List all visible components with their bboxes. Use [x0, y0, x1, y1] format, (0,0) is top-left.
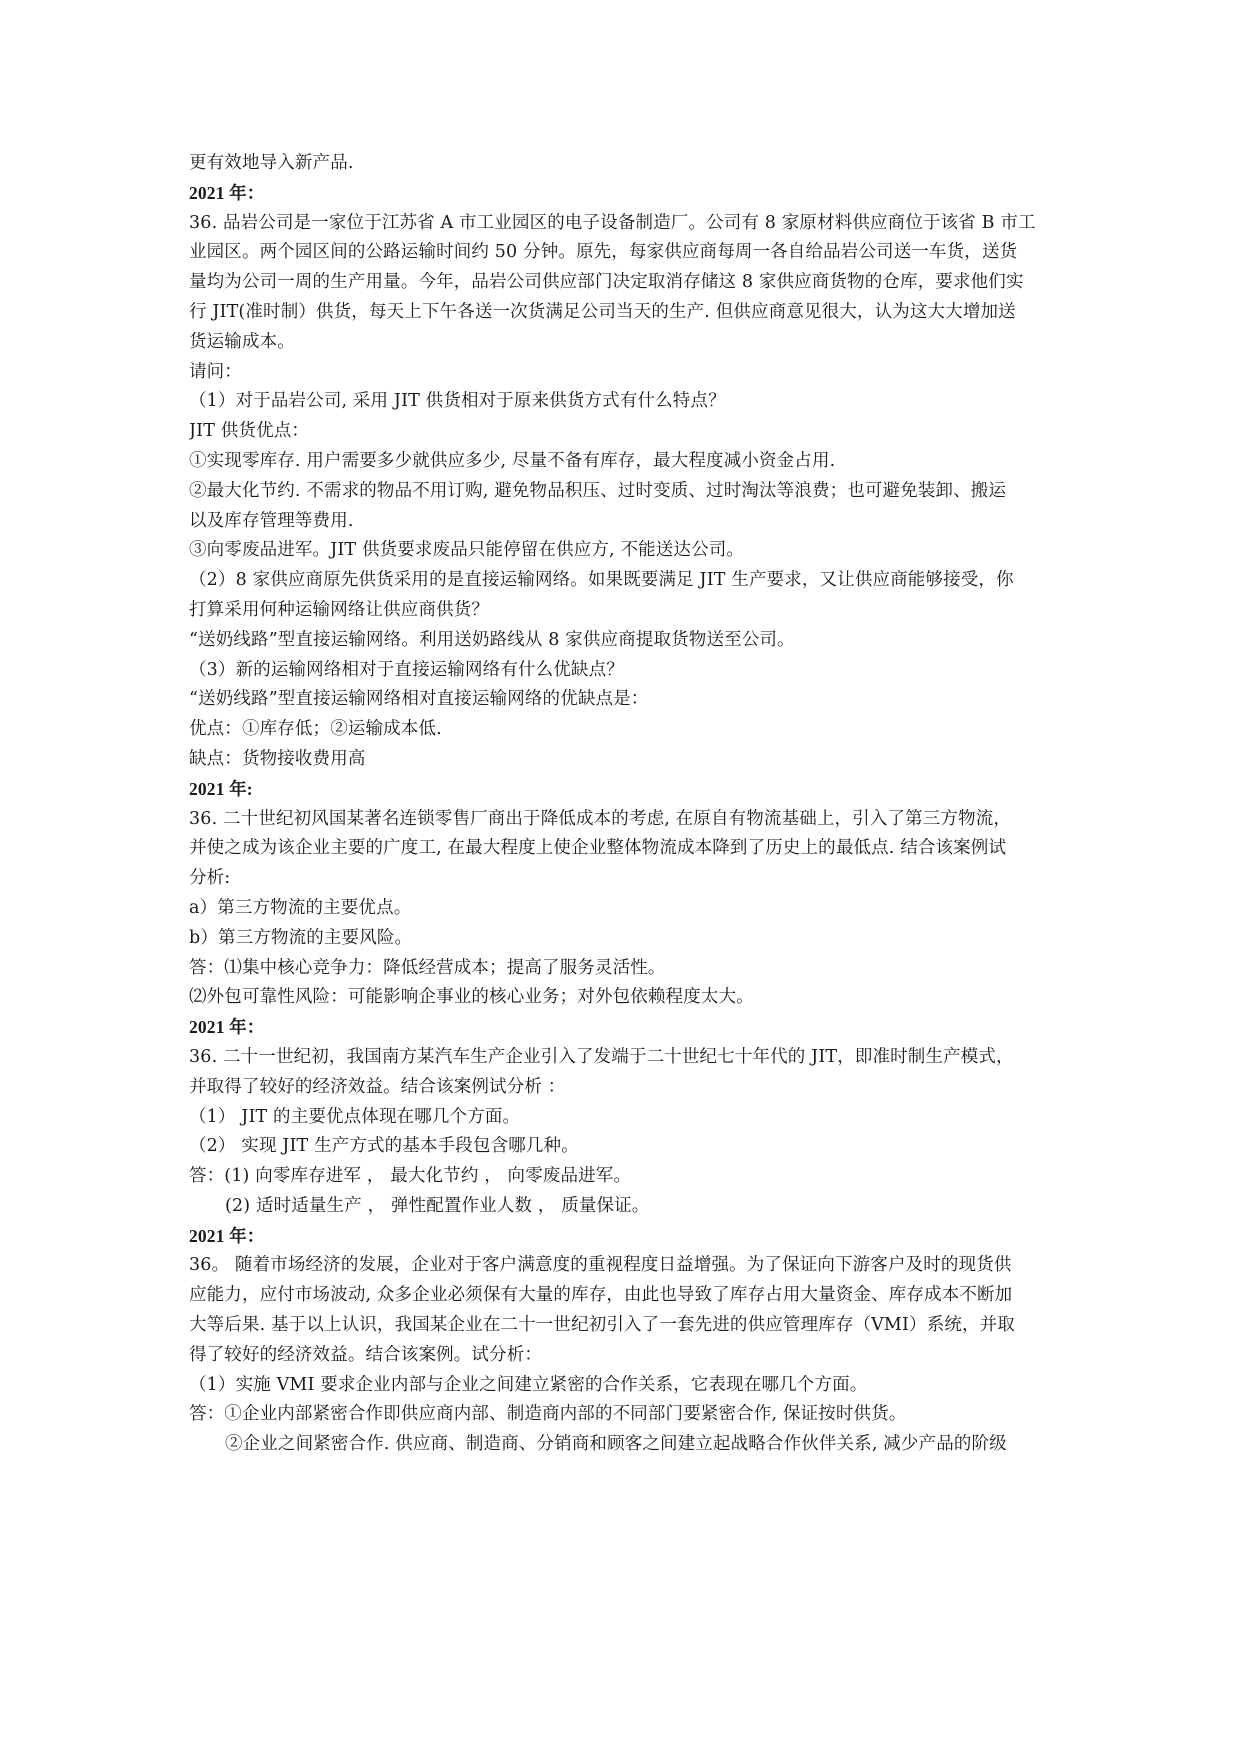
text-line: a）第三方物流的主要优点。 [189, 897, 412, 918]
document-body [189, 149, 1061, 1460]
text-line: （1） JIT 的主要优点体现在哪几个方面。 [189, 1106, 521, 1127]
text-line: 请问： [189, 361, 242, 382]
text-line: 缺点：货物接收费用高 [189, 748, 366, 769]
text-line: JIT 供货优点： [189, 421, 310, 442]
text-line: ③向零废品进军。JIT 供货要求废品只能停留在供应方, 不能送达公司。 [189, 540, 745, 561]
text-line: 更有效地导入新产品. [189, 153, 354, 173]
text-line: ⑵外包可靠性风险：可能影响企事业的核心业务；对外包依赖程度太大。 [189, 987, 754, 1008]
text-line: 应能力，应付市场波动, 众多企业必须保有大量的库存，由此也导致了库存占用大量资金、库存成本不断加 [189, 1285, 1013, 1306]
text-line: ②最大化节约. 不需求的物品不用订购, 避免物品积压、过时变质、过时淘汰等浪费；也可避免装卸、搬运 [189, 480, 1007, 501]
text-line: 货运输成本。 [189, 331, 295, 352]
text-line: 打算采用何种运输网络让供应商供货？ [189, 599, 490, 620]
text-line: ①实现零库存. 用户需要多少就供应多少, 尽量不备有库存，最大程度减小资金占用. [189, 450, 836, 471]
text-line: “送奶线路”型直接运输网络。利用送奶路线从 8 家供应商提取货物送至公司。 [189, 629, 795, 650]
section-heading: 2021 年: [189, 778, 253, 799]
text-line: 以及库存管理等费用. [189, 510, 354, 531]
text-line: 并取得了较好的经济效益。结合该案例试分析 ： [189, 1076, 566, 1097]
section-heading: 2021 年： [189, 1225, 265, 1246]
text-line: 答：⑴集中核心竞争力：降低经营成本；提高了服务灵活性。 [189, 957, 666, 978]
text-line: （2） 实现 JIT 生产方式的基本手段包含哪几种。 [189, 1136, 579, 1157]
text-line: 36. 二十世纪初风国某著名连锁零售厂商出于降低成本的考虑, 在原自有物流基础上，引入了第三方物流， [189, 808, 1012, 829]
text-line: 业园区。两个园区间的公路运输时间约 50 分钟。原先，每家供应商每周一各自给品岩公司送一车货，送货 [189, 242, 1018, 263]
text-line: （3）新的运输网络相对于直接运输网络有什么优缺点？ [189, 659, 624, 680]
text-line: 并使之成为该企业主要的广度工, 在最大程度上使企业整体物流成本降到了历史上的最低点. 结合该案例试 [189, 838, 1007, 859]
text-line: b）第三方物流的主要风险。 [189, 927, 413, 948]
text-line: 36. 品岩公司是一家位于江苏省 A 市工业园区的电子设备制造厂。公司有 8 家原材料供应商位于该省 B 市工 [189, 212, 1036, 233]
text-line: 得了较好的经济效益。结合该案例。试分析： [189, 1344, 542, 1365]
text-line: （2）8 家供应商原先供货采用的是直接运输网络。如果既要满足 JIT 生产要求，又让供应商能够接受，你 [189, 570, 1014, 591]
text-line: ②企业之间紧密合作. 供应商、制造商、分销商和顾客之间建立起战略合作伙伴关系, 减少产品的阶级 [225, 1434, 1007, 1455]
text-line: 行 JIT(准时制）供货，每天上下午各送一次货满足公司当天的生产. 但供应商意见很大，认为这大大增加送 [189, 301, 1016, 322]
section-heading: 2021 年： [189, 1017, 265, 1038]
section-heading: 2021 年： [189, 182, 265, 203]
text-line: 量均为公司一周的生产用量。今年，品岩公司供应部门决定取消存储这 8 家供应商货物的仓库，要求他们实 [189, 272, 1024, 293]
text-line: 36. 二十一世纪初，我国南方某汽车生产企业引入了发端于二十世纪七十年代的 JIT，即准时制生产模式， [189, 1046, 1014, 1067]
text-line: 大等后果. 基于以上认识，我国某企业在二十一世纪初引入了一套先进的供应管理库存（VMI）系统，并取 [189, 1315, 1015, 1336]
text-line: 答：①企业内部紧密合作即供应商内部、制造商内部的不同部门要紧密合作, 保证按时供货。 [189, 1404, 907, 1425]
text-line: 36。 随着市场经济的发展，企业对于客户满意度的重视程度日益增强。为了保证向下游客户及时的现货供 [189, 1255, 1012, 1276]
text-line: （1）对于品岩公司, 采用 JIT 供货相对于原来供货方式有什么特点？ [189, 391, 726, 412]
text-line: “送奶线路”型直接运输网络相对直接运输网络的优缺点是： [189, 689, 649, 710]
text-line: (2) 适时适量生产 ， 弹性配置作业人数 ， 质量保证。 [225, 1195, 650, 1216]
text-line: 答：(1) 向零库存进军 ， 最大化节约 ， 向零废品进军。 [189, 1166, 632, 1187]
text-line: （1）实施 VMI 要求企业内部与企业之间建立紧密的合作关系，它表现在哪几个方面。 [189, 1374, 868, 1395]
text-line: 分析: [189, 868, 231, 889]
text-line: 优点：①库存低；②运输成本低. [189, 719, 442, 740]
